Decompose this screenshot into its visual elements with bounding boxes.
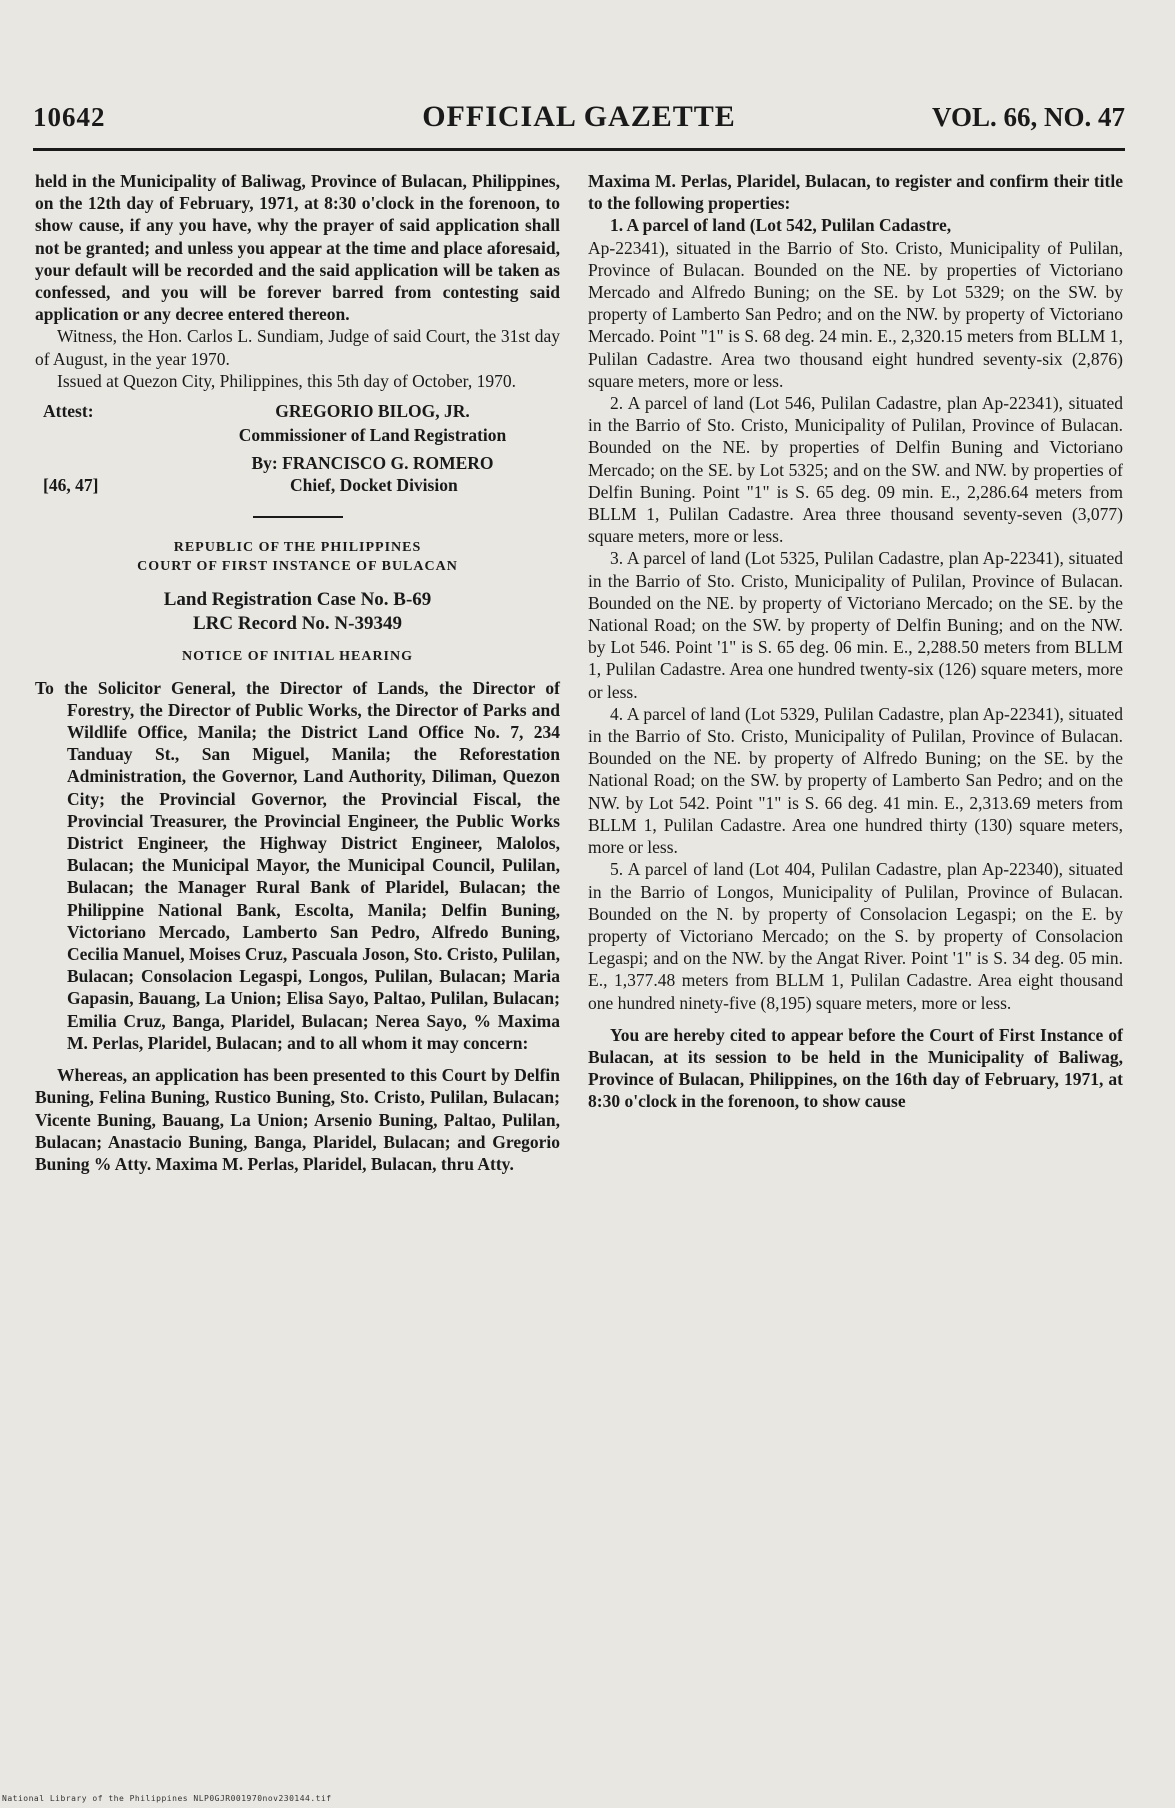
- caption-court: COURT OF FIRST INSTANCE OF BULACAN: [137, 559, 458, 575]
- caption-republic: REPUBLIC OF THE PHILIPPINES: [173, 540, 422, 556]
- reference-row: [35, 474, 560, 498]
- case-number: Land Registration Case No. B-69: [163, 589, 432, 611]
- lot-2-paragraph: 2. A parcel of land (Lot 546, Pulilan Cadastre, plan Ap-22341), situated in the Barrio of Sto. Cristo, Municipality of Pulilan, Province of Bulacan. Bounded on the NE. by properties of Delfin Buning and Victoriano Mercado; on the SE. by Lot 5325; and on the SW. and NW. by properties of Delfin Buning. Point "1" is S. 65 deg. 09 min. E., 2,286.64 meters from BLLM 1, Pulilan Cadastre. Area three thousand seventy-seven (3,077) square meters, more or less.: [588, 393, 1123, 547]
- left-column: [35, 170, 560, 1175]
- attest-label: Attest:: [43, 401, 94, 422]
- whereas-continuation: Maxima M. Perlas, Plaridel, Bulacan, to register and confirm their title to the following properties:: [588, 171, 1123, 214]
- lrc-record: LRC Record No. N-39349: [193, 613, 402, 635]
- issued-paragraph: Issued at Quezon City, Philippines, this 5th day of October, 1970.: [57, 370, 516, 391]
- citation-paragraph: You are hereby cited to appear before the Court of First Instance of Bulacan, at its session to be held in the Municipality of Baliwag, Province of Bulacan, Philippines, on the 16th day of February, 1971, at 8:30 o'clock in the forenoon, to show cause: [588, 1024, 1123, 1112]
- publication-title: OFFICIAL GAZETTE: [422, 100, 736, 133]
- lot-3-paragraph: 3. A parcel of land (Lot 5325, Pulilan Cadastre, plan Ap-22341), situated in the Barrio of Sto. Cristo, Municipality of Pulilan, Province of Bulacan. Bounded on the NE. by property of Victoriano Mercado; on the SE. by the National Road; on the SW. by property of Delfin Buning; and on the NW. by Lot 546. Point '1" is S. 65 deg. 06 min. E., 2,288.50 meters from BLLM 1, Pulilan Cadastre. Area one hundred twenty-six (126) square meters, more or less.: [588, 548, 1123, 702]
- signer1-title: Commissioner of Land Registration: [238, 425, 507, 446]
- scan-footer: National Library of the Philippines NLP0GJR001970nov230144.tif: [2, 1794, 332, 1803]
- reference-number: [46, 47]: [43, 475, 99, 496]
- signer2-name: By: FRANCISCO G. ROMERO: [251, 453, 494, 474]
- continuation-paragraph: held in the Municipality of Baliwag, Province of Bulacan, Philippines, on the 12th day of February, 1971, at 8:30 o'clock in the forenoon, to show cause, if any you have, why the prayer of said application shall not be granted; and unless you appear at the time and place aforesaid, your default will be recorded and the said application will be taken as confessed, and you will be forever barred from contesting said application or any decree entered thereon.: [35, 171, 560, 325]
- signer1-name: GREGORIO BILOG, JR.: [275, 401, 470, 422]
- addressees-paragraph: To the Solicitor General, the Director of Lands, the Director of Forestry, the Director of Public Works, the Director of Parks and Wildlife Office, Manila; the District Land Office No. 7, 234 Tanduay St., San Miguel, Manila; the Reforestation Administration, the Governor, Land Authority, Diliman, Quezon City; the Provincial Governor, the Provincial Fiscal, the Provincial Treasurer, the Provincial Engineer, the Public Works District Engineer, the Highway District Engineer, Malolos, Bulacan; the Municipal Mayor, the Municipal Council, Pulilan, Bulacan; the Manager Rural Bank of Plaridel, Bulacan; the Philippine National Bank, Escolta, Manila; Delfin Buning, Victoriano Mercado, Lamberto San Pedro, Alfredo Buning, Cecilia Manuel, Moises Cruz, Pascuala Joson, Sto. Cristo, Pulilan, Bulacan; Consolacion Legaspi, Longos, Pulilan, Bulacan; Maria Gapasin, Bauang, La Union; Elisa Sayo, Paltao, Pulilan, Bulacan; Emilia Cruz, Banga, Plaridel, Bulacan; Nerea Sayo, % Maxima M. Perlas, Plaridel, Bulacan; and to all whom it may concern:: [35, 677, 560, 1053]
- lot-1-lead: 1. A parcel of land (Lot 542, Pulilan Cadastre,: [610, 215, 952, 236]
- page-number: 10642: [33, 102, 106, 132]
- section-separator: [253, 516, 343, 518]
- signer2-title: Chief, Docket Division: [290, 475, 458, 496]
- witness-paragraph: Witness, the Hon. Carlos L. Sundiam, Judge of said Court, the 31st day of August, in the year 1970.: [35, 326, 560, 369]
- whereas-paragraph: Whereas, an application has been presented to this Court by Delfin Buning, Felina Buning, Rustico Buning, Sto. Cristo, Pulilan, Bulacan; Vicente Buning, Bauang, La Union; Arsenio Buning, Paltao, Pulilan, Bulacan; Anastacio Buning, Banga, Plaridel, Bulacan; and Gregorio Buning % Atty. Maxima M. Perlas, Plaridel, Bulacan, thru Atty.: [35, 1065, 560, 1174]
- lot-5-paragraph: 5. A parcel of land (Lot 404, Pulilan Cadastre, plan Ap-22340), situated in the Barrio of Longos, Municipality of Pulilan, Province of Bulacan. Bounded on the N. by property of Consolacion Legaspi; on the E. by property of Victoriano Mercado; on the S. by property of Consolacion Legaspi; and on the NW. by the Angat River. Point '1" is S. 34 deg. 05 min. E., 1,377.48 meters from BLLM 1, Pulilan Cadastre. Area eight thousand one hundred ninety-five (8,195) square meters, more or less.: [588, 859, 1123, 1013]
- notice-title: NOTICE OF INITIAL HEARING: [181, 649, 414, 665]
- right-column: [588, 170, 1123, 1113]
- header-rule: [33, 148, 1125, 151]
- page-header: [33, 100, 1125, 146]
- lot-4-paragraph: 4. A parcel of land (Lot 5329, Pulilan Cadastre, plan Ap-22341), situated in the Barrio of Sto. Cristo, Municipality of Pulilan, Province of Bulacan. Bounded on the NE. by property of Alfredo Buning; on the SE. by the National Road; on the SW. by property of Lamberto San Pedro; and on the NW. by Lot 542. Point "1" is S. 66 deg. 41 min. E., 2,313.69 meters from BLLM 1, Pulilan Cadastre. Area one hundred thirty (130) square meters, more or less.: [588, 703, 1123, 858]
- volume-number: VOL. 66, NO. 47: [932, 102, 1125, 132]
- lot-1-paragraph: Ap-22341), situated in the Barrio of Sto. Cristo, Municipality of Pulilan, Province of Bulacan. Bounded on the NE. by properties of Victoriano Mercado and Alfredo Buning; on the SE. by Lot 5329; on the SW. by property of Lamberto San Pedro; and on the NW. by property of Victoriano Mercado. Point "1" is S. 68 deg. 24 min. E., 2,320.15 meters from BLLM 1, Pulilan Cadastre. Area two thousand eight hundred seventy-six (2,876) square meters, more or less.: [588, 237, 1123, 391]
- attest-row: [35, 400, 560, 424]
